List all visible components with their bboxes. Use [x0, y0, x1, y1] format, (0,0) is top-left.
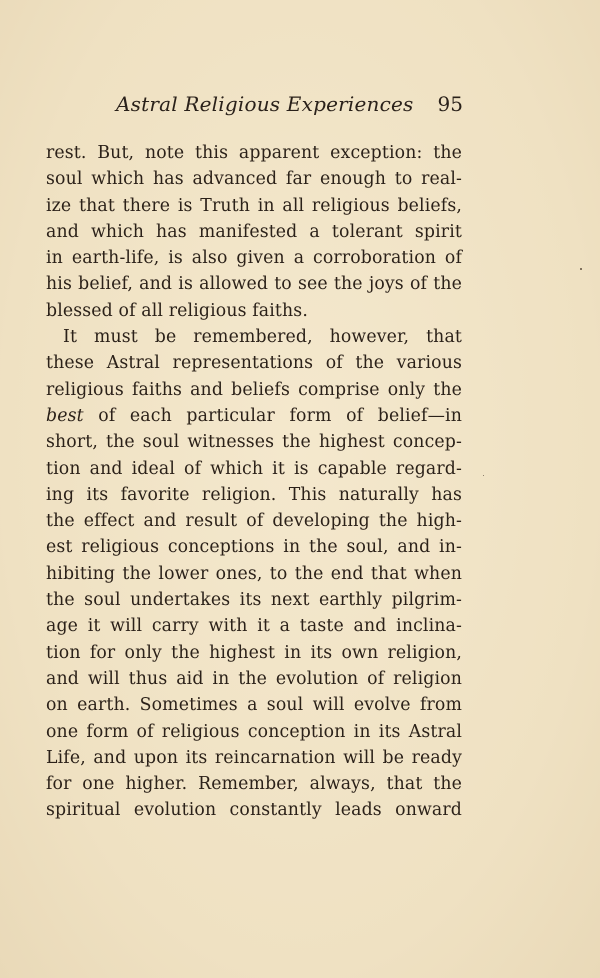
paragraph-end-line: blessed of all religious faiths.: [46, 300, 308, 321]
text-line: ing its favorite religion. This naturally has: [46, 484, 462, 505]
text-line: for one higher. Remember, always, that the: [46, 774, 462, 795]
page-header: [116, 92, 463, 122]
text-line: and which has manifested a tolerant spirit: [46, 221, 462, 242]
text-line: these Astral representations of the various: [46, 353, 462, 374]
text-line: and will thus aid in the evolution of religion: [46, 668, 462, 689]
text-line: tion and ideal of which it is capable regard-: [46, 458, 462, 479]
text-line: est religious conceptions in the soul, and in-: [46, 537, 462, 558]
text-line: religious faiths and beliefs comprise only the: [46, 379, 462, 400]
text-line: tion for only the highest in its own religion,: [46, 642, 462, 663]
emphasized-word: best: [46, 405, 84, 426]
text-line: short, the soul witnesses the highest concep-: [46, 432, 462, 453]
paper-speck: [483, 475, 484, 476]
text-line: his belief, and is allowed to see the joys of the: [46, 274, 462, 295]
text-line: Life, and upon its reincarnation will be ready: [46, 747, 462, 768]
running-head: Astral Religious Experiences: [116, 92, 414, 116]
paragraph-start-line: It must be remembered, however, that: [63, 327, 462, 348]
text-line: the effect and result of developing the high-: [46, 511, 462, 532]
paper-speck: [580, 268, 582, 270]
text-line: one form of religious conception in its Astral: [46, 721, 462, 742]
text-line-with-emphasis: [46, 403, 462, 429]
text-line: ize that there is Truth in all religious beliefs,: [46, 195, 462, 216]
text-line: on earth. Sometimes a soul will evolve from: [46, 695, 462, 716]
text-line: rest. But, note this apparent exception: the: [46, 143, 462, 163]
page-number: 95: [437, 92, 463, 116]
text-line-continuation: of each particular form of belief—in: [98, 405, 462, 426]
body-text: [46, 140, 462, 824]
text-line: soul which has advanced far enough to real-: [46, 169, 462, 190]
text-line: the soul undertakes its next earthly pilgrim-: [46, 590, 462, 611]
text-line: hibiting the lower ones, to the end that when: [46, 563, 462, 584]
text-line: age it will carry with it a taste and inclina-: [46, 616, 462, 637]
text-line: in earth-life, is also given a corroboration of: [46, 248, 462, 269]
text-line: spiritual evolution constantly leads onward: [46, 800, 462, 821]
